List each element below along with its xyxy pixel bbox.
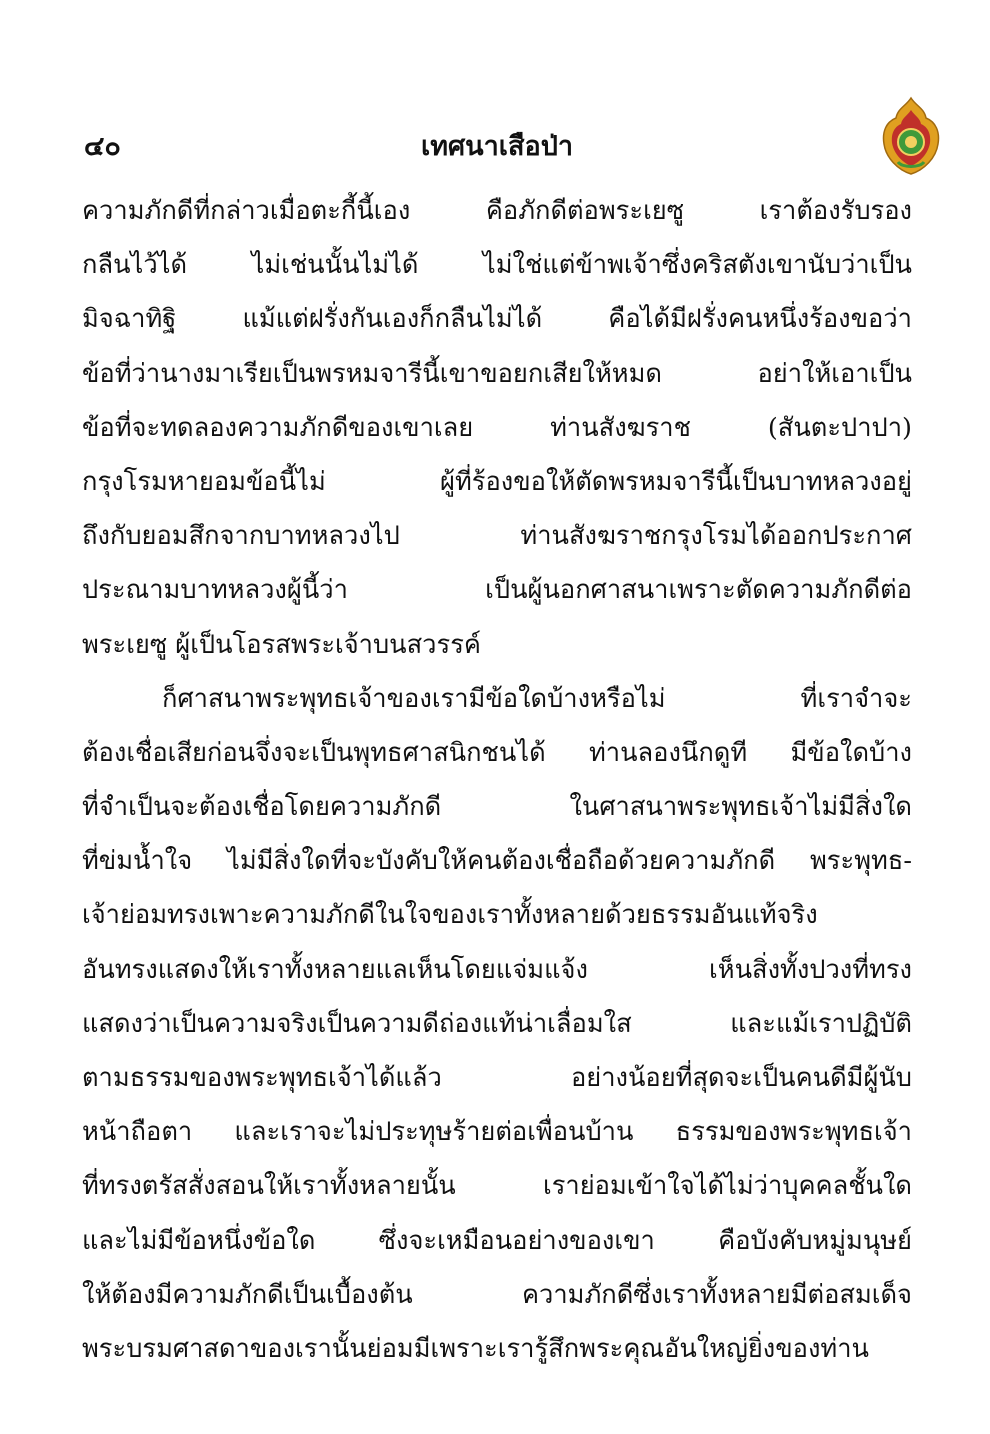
text-line: ตามธรรมของพระพุทธเจ้าได้แล้ว อย่างน้อยที่สุดจะเป็นคนดีมีผู้นับ xyxy=(82,1063,912,1093)
body-text xyxy=(82,184,912,1376)
text-line: กลืนไว้ได้ ไม่เช่นนั้นไม่ได้ ไม่ใช่แต่ข้าพเจ้าซึ่งคริสตังเขานับว่าเป็น xyxy=(82,250,912,281)
running-title: เทศนาเสือป่า xyxy=(420,131,573,162)
text-line: ความภักดีที่กล่าวเมื่อตะกี้นี้เอง คือภักดีต่อพระเยซู เราต้องรับรอง xyxy=(82,196,912,226)
text-line: กรุงโรมหายอมข้อนี้ไม่ ผู้ที่ร้องขอให้ตัดพรหมจารีนี้เป็นบาทหลวงอยู่ xyxy=(82,466,912,497)
text-line: ข้อที่จะทดลองความภักดีของเขาเลย ท่านสังฆราช (สันตะปาปา) xyxy=(82,412,912,443)
text-line: ถึงกับยอมสึกจากบาทหลวงไป ท่านสังฆราชกรุงโรมได้ออกประกาศ xyxy=(82,521,912,552)
text-line: อันทรงแสดงให้เราทั้งหลายแลเห็นโดยแจ่มแจ้ง เห็นสิ่งทั้งปวงที่ทรง xyxy=(82,954,912,985)
text-line: พระเยซู ผู้เป็นโอรสพระเจ้าบนสวรรค์ xyxy=(82,629,481,660)
text-line: และไม่มีข้อหนึ่งข้อใด ซึ่งจะเหมือนอย่างของเขา คือบังคับหมู่มนุษย์ xyxy=(82,1225,912,1256)
page-header xyxy=(84,120,910,180)
royal-emblem-icon xyxy=(876,96,946,176)
page-number: ๔๐ xyxy=(84,131,121,162)
text-line: ประณามบาทหลวงผู้นี้ว่า เป็นผู้นอกศาสนาเพราะตัดความภักดีต่อ xyxy=(82,575,912,606)
text-line: ต้องเชื่อเสียก่อนจึ่งจะเป็นพุทธศาสนิกชนได้ ท่านลองนึกดูที มีข้อใดบ้าง xyxy=(82,737,912,768)
text-line: ก็ศาสนาพระพุทธเจ้าของเรามีข้อใดบ้างหรือไม่ ที่เราจำจะ xyxy=(162,683,912,714)
paragraph-1 xyxy=(82,184,912,672)
text-line: ให้ต้องมีความภักดีเป็นเบื้องต้น ความภักดีซึ่งเราทั้งหลายมีต่อสมเด็จ xyxy=(82,1279,912,1310)
text-line: ที่ข่มน้ำใจ ไม่มีสิ่งใดที่จะบังคับให้คนต้องเชื่อถือด้วยความภักดี พระพุทธ- xyxy=(82,846,912,877)
text-line: เจ้าย่อมทรงเพาะความภักดีในใจของเราทั้งหลายด้วยธรรมอันแท้จริง xyxy=(82,900,818,931)
text-line: แสดงว่าเป็นความจริงเป็นความดีถ่องแท้น่าเลื่อมใส และแม้เราปฏิบัติ xyxy=(82,1008,912,1039)
text-line: มิจฉาทิฐิ แม้แต่ฝรั่งกันเองก็กลืนไม่ได้ คือได้มีฝรั่งคนหนึ่งร้องขอว่า xyxy=(82,304,912,335)
text-line: ที่จำเป็นจะต้องเชื่อโดยความภักดี ในศาสนาพระพุทธเจ้าไม่มีสิ่งใด xyxy=(82,792,912,823)
text-line: หน้าถือตา และเราจะไม่ประทุษร้ายต่อเพื่อนบ้าน ธรรมของพระพุทธเจ้า xyxy=(82,1117,912,1148)
text-line: พระบรมศาสดาของเรานั้นย่อมมีเพราะเรารู้สึกพระคุณอันใหญ่ยิ่งของท่าน xyxy=(82,1333,869,1364)
text-line: ข้อที่ว่านางมาเรียเป็นพรหมจารีนี้เขาขอยกเสียให้หมด อย่าให้เอาเป็น xyxy=(82,358,912,389)
paragraph-2 xyxy=(82,672,912,1376)
text-line: ที่ทรงตรัสสั่งสอนให้เราทั้งหลายนั้น เราย่อมเข้าใจได้ไม่ว่าบุคคลชั้นใด xyxy=(82,1171,912,1202)
